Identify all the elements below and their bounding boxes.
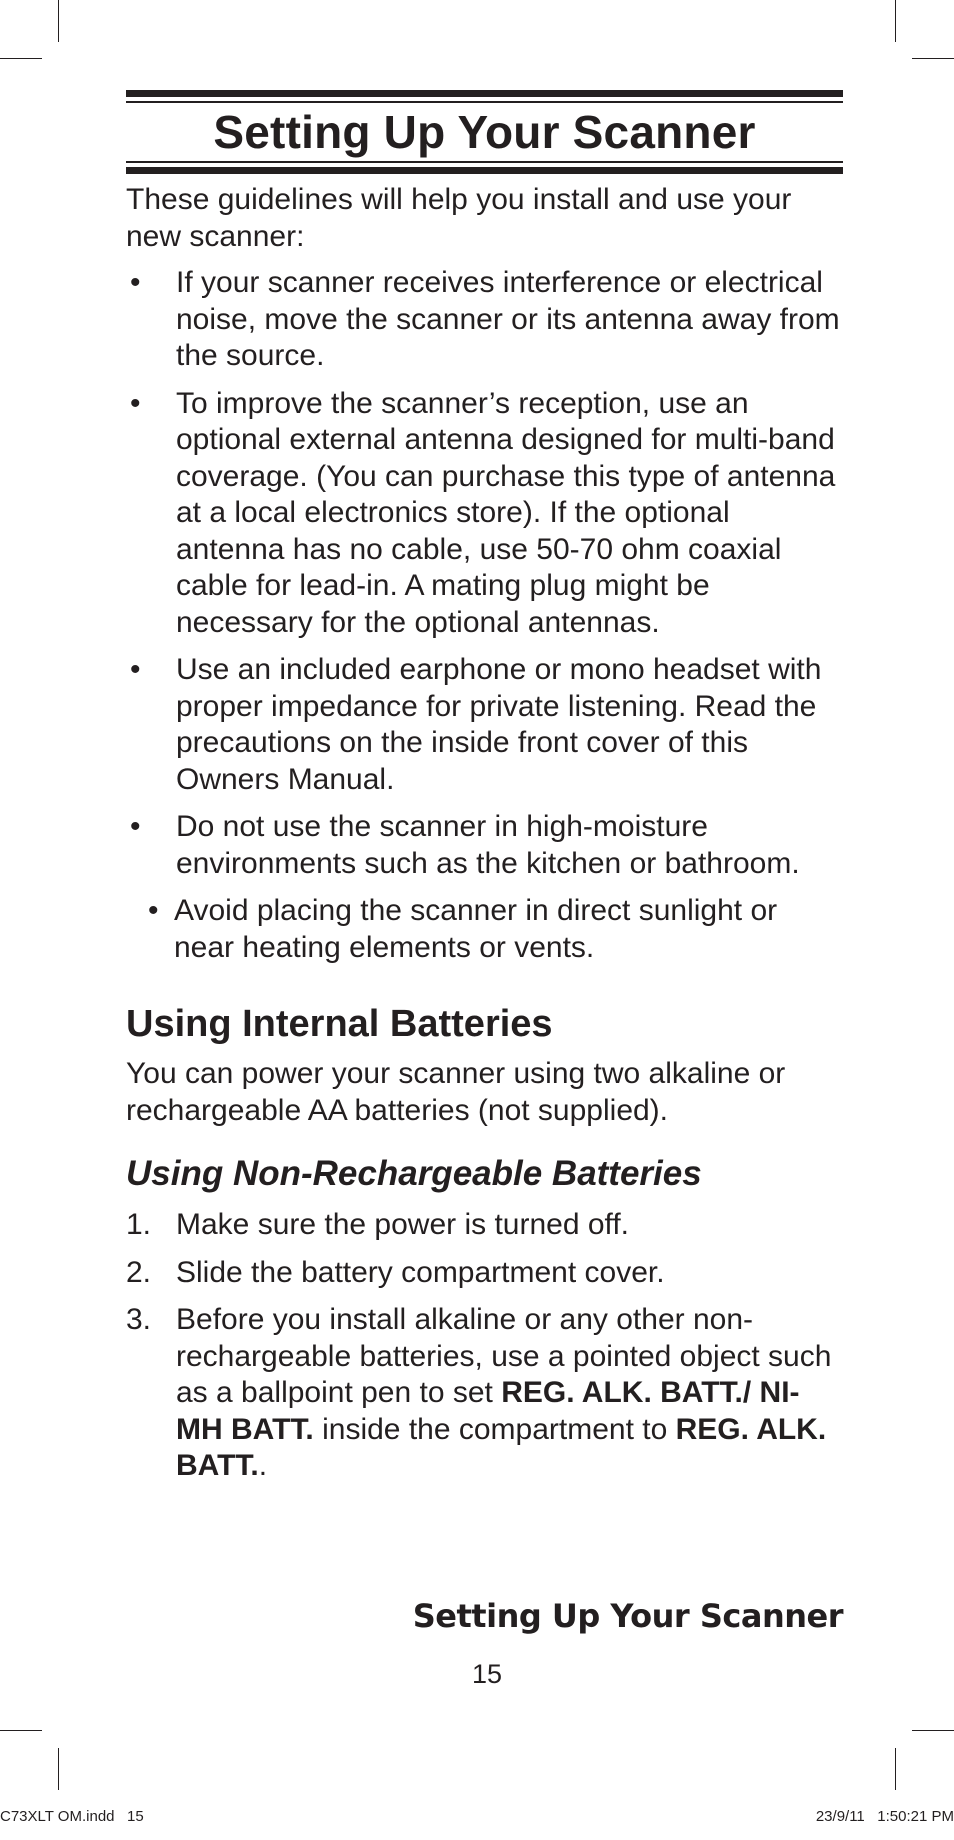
title-rule xyxy=(126,167,843,174)
bullet-glyph: • xyxy=(130,810,141,843)
crop-mark xyxy=(58,1748,59,1790)
step-number: 3. xyxy=(126,1303,152,1336)
bullet-glyph: • xyxy=(148,894,159,927)
section-paragraph: You can power your scanner using two alkaline or rechargeable AA batteries (not supplied). xyxy=(126,1057,786,1127)
page-number: 15 xyxy=(471,1659,503,1689)
crop-mark xyxy=(895,1748,896,1790)
section-heading: Using Internal Batteries xyxy=(126,1003,553,1045)
list-item xyxy=(126,386,843,642)
title-rule xyxy=(126,90,843,97)
step-item xyxy=(126,1302,843,1485)
crop-mark xyxy=(0,1730,42,1731)
step-text: Before you install alkaline or any other non-rechargeable batteries, use a pointed object such as a ballpoint pen to set xyxy=(176,1303,832,1409)
step-text: Slide the battery compartment cover. xyxy=(176,1255,665,1289)
switch-setting-label: REG. ALK. BATT./ NI-MH BATT. xyxy=(176,1376,800,1446)
list-item-text: Avoid placing the scanner in direct sunlight or near heating elements or vents. xyxy=(174,894,778,964)
guidelines-list xyxy=(126,265,843,966)
step-text: inside the compartment to xyxy=(313,1412,676,1446)
crop-mark xyxy=(58,0,59,42)
switch-setting-value: REG. ALK. BATT. xyxy=(176,1412,827,1482)
subsection-heading: Using Non-Rechargeable Batteries xyxy=(126,1154,702,1193)
list-item xyxy=(126,652,843,798)
intro-paragraph: These guidelines will help you install and use your new scanner: xyxy=(126,183,792,253)
page-title: Setting Up Your Scanner xyxy=(213,106,756,158)
crop-mark xyxy=(0,58,42,59)
step-item xyxy=(126,1255,843,1292)
step-number: 1. xyxy=(126,1208,152,1241)
bullet-glyph: • xyxy=(130,386,141,420)
crop-mark xyxy=(912,1730,954,1731)
step-text: Make sure the power is turned off. xyxy=(176,1208,630,1241)
crop-mark xyxy=(895,0,896,42)
print-slug-filename: C73XLT OM.indd 15 xyxy=(0,1808,144,1825)
crop-mark xyxy=(912,58,954,59)
running-footer-title: Setting Up Your Scanner xyxy=(412,1597,843,1635)
list-item-text: Use an included earphone or mono headset with proper impedance for private listening. Read the precautions on the inside front cover of this Owners Manual. xyxy=(176,653,822,796)
step-text: . xyxy=(258,1449,268,1482)
title-rule xyxy=(126,101,843,103)
steps-list xyxy=(126,1207,843,1485)
bullet-glyph: • xyxy=(130,653,141,686)
page-content xyxy=(126,90,843,1496)
list-item-text: To improve the scanner’s reception, use an optional external antenna designed for multi-band coverage. (You can purchase this type of antenna at a local electronics store). If the optional antenna has no cable, use 50-70 ohm coaxial cable for lead-in. A mating plug might be necessary for the optional antennas. xyxy=(176,386,836,639)
title-rule xyxy=(126,161,843,163)
list-item xyxy=(126,265,843,375)
step-item xyxy=(126,1207,843,1244)
list-item xyxy=(126,893,843,966)
print-slug-timestamp: 23/9/11 1:50:21 PM xyxy=(815,1808,954,1825)
list-item xyxy=(126,809,843,882)
list-item-text: If your scanner receives interference or electrical noise, move the scanner or its antenna away from the source. xyxy=(176,266,840,372)
step-number: 2. xyxy=(126,1255,152,1289)
list-item-text: Do not use the scanner in high-moisture environments such as the kitchen or bathroom. xyxy=(176,810,800,880)
bullet-glyph: • xyxy=(130,266,141,299)
